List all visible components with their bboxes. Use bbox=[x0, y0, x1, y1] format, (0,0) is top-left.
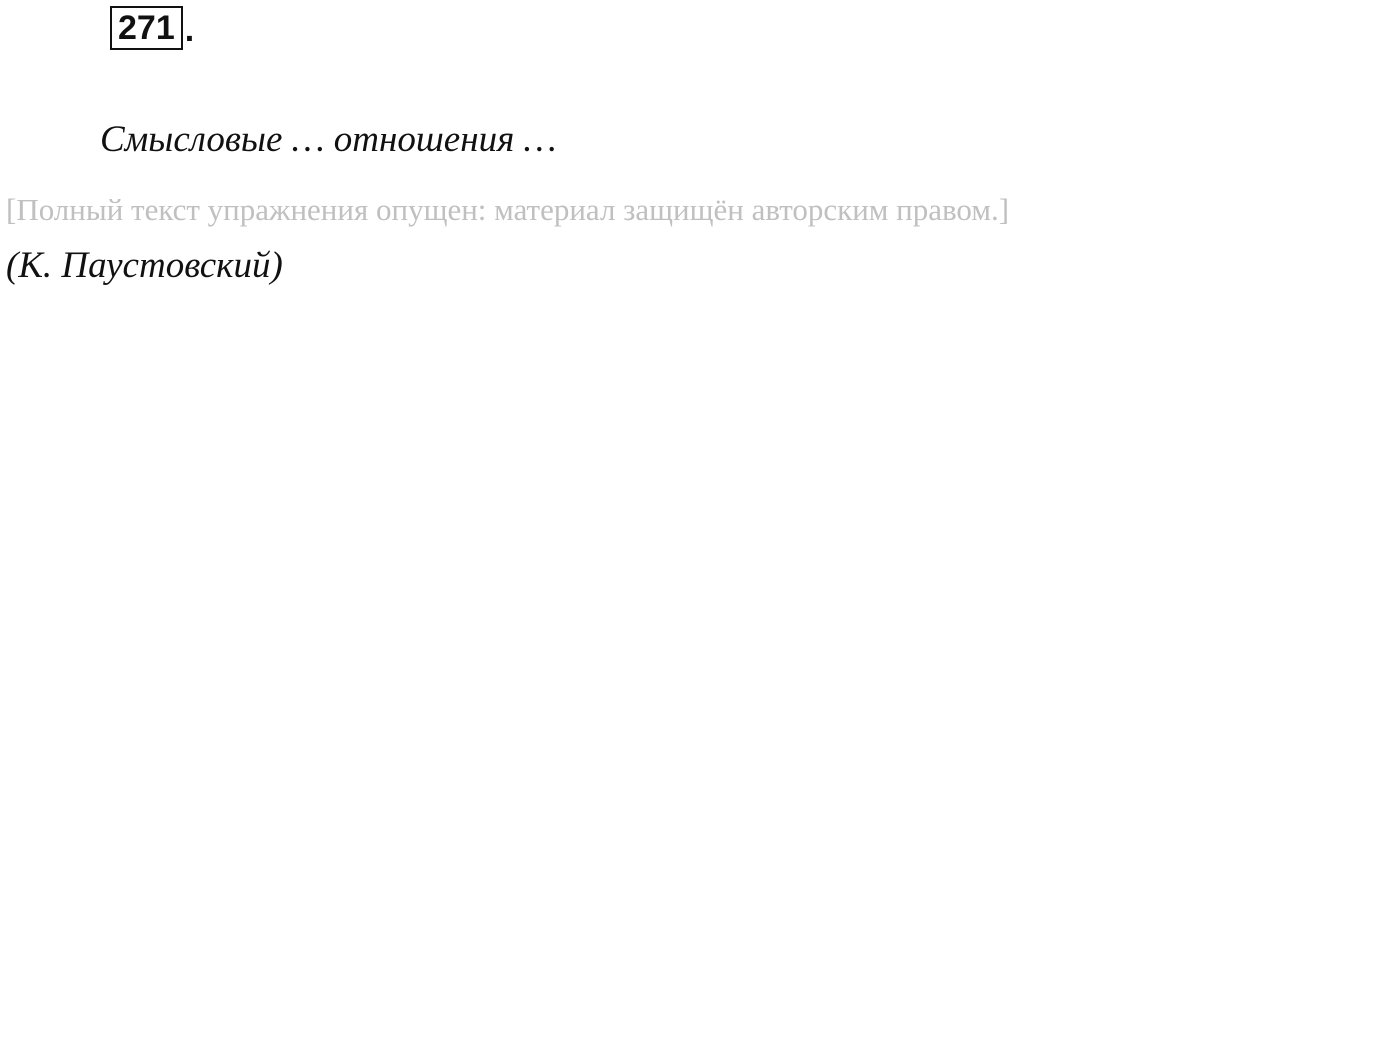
exercise-text bbox=[6, 112, 1394, 294]
opening-fragment: Смысловые … отношения … bbox=[100, 119, 557, 160]
paragraph-1 bbox=[6, 112, 1394, 294]
exercise-number-dot: . bbox=[184, 11, 195, 49]
omission-note: [Полный текст упражнения опущен: материал защищён авторским правом.] bbox=[6, 192, 1010, 227]
attribution: (К. Паустовский) bbox=[6, 245, 283, 286]
exercise-number-box: 271 bbox=[110, 6, 183, 50]
exercise-number bbox=[110, 6, 194, 50]
